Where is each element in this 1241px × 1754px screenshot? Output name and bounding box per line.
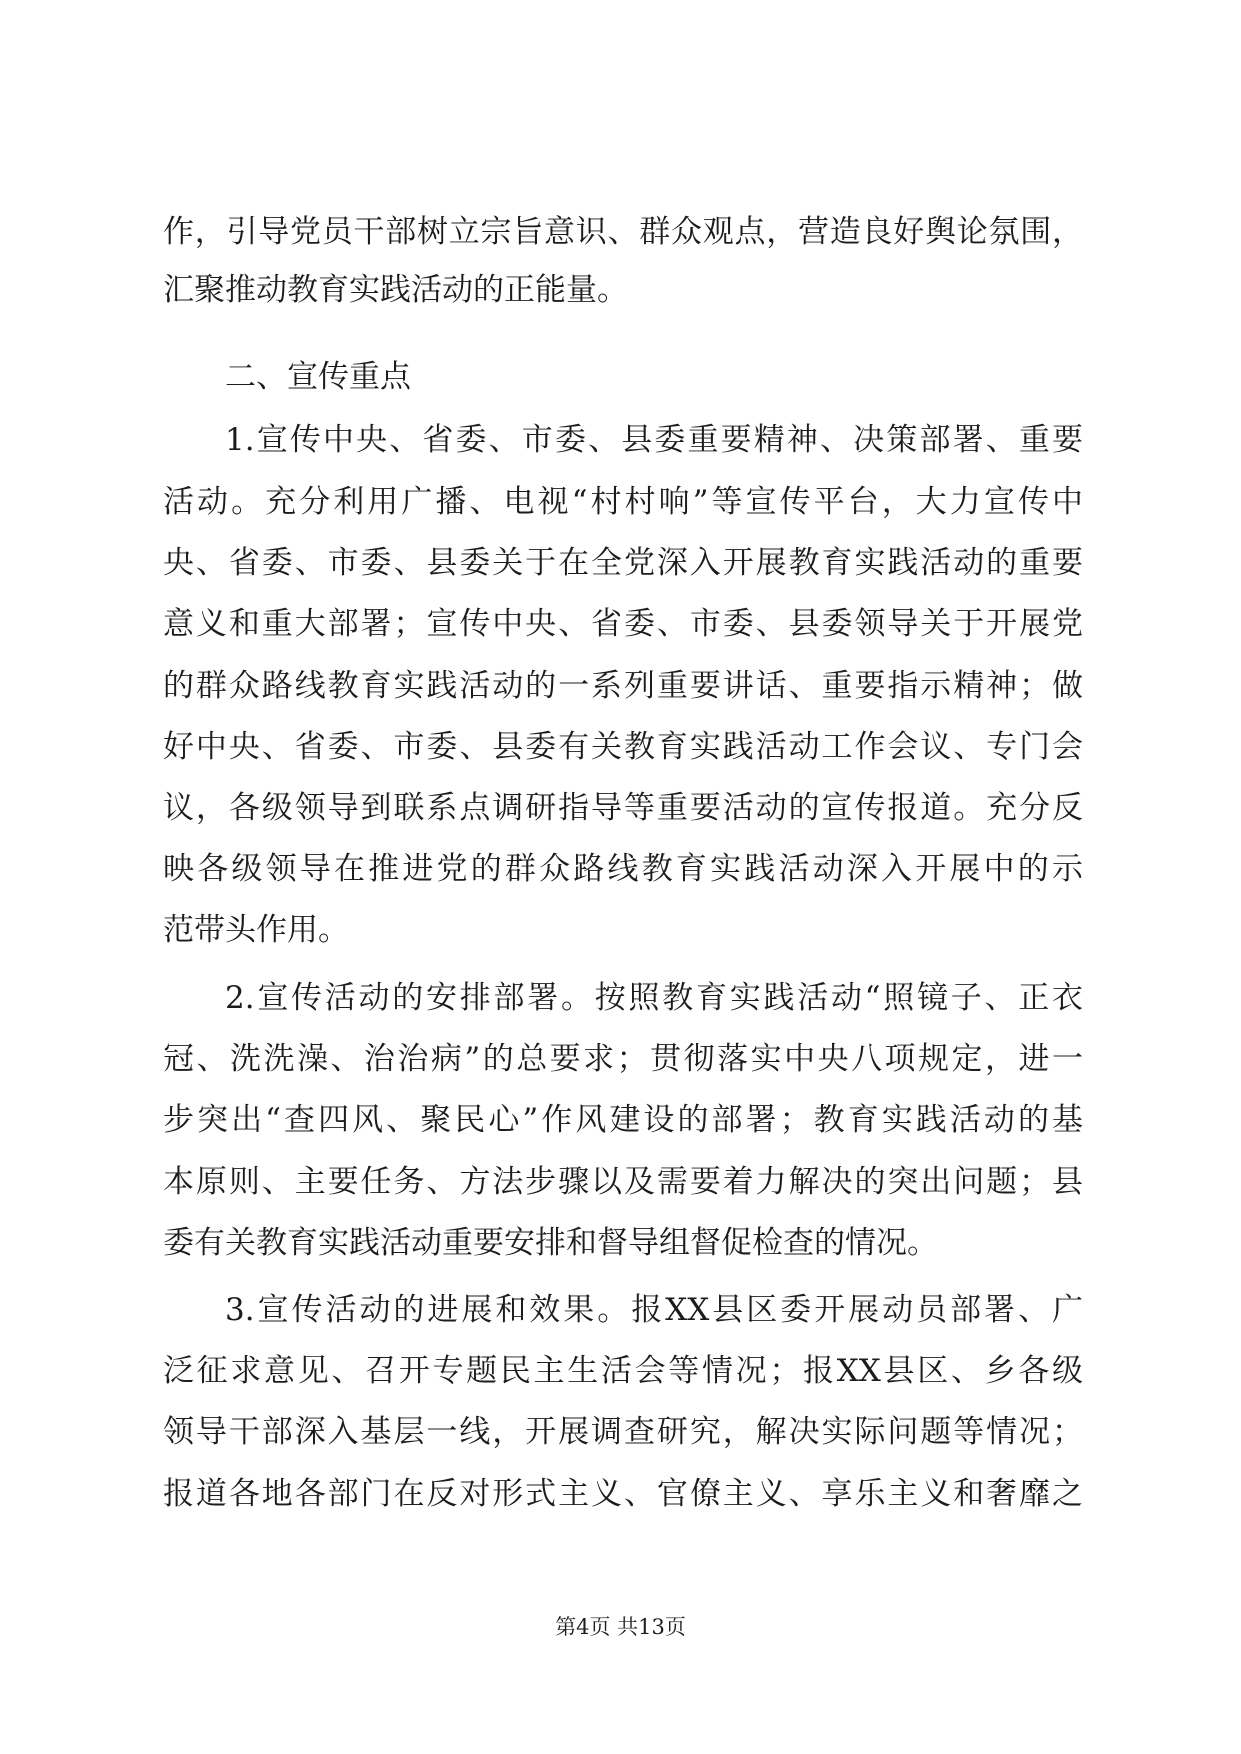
paragraph-1-line-7: 议，各级领导到联系点调研指导等重要活动的宣传报道。充分反 [163, 790, 1083, 826]
paragraph-1-line-2: 活动。充分利用广播、电视“村村响”等宣传平台，大力宣传中 [163, 484, 1083, 520]
paragraph-1-line-8: 映各级领导在推进党的群众路线教育实践活动深入开展中的示 [163, 851, 1083, 887]
paragraph-2-line-4: 本原则、主要任务、方法步骤以及需要着力解决的突出问题；县 [163, 1164, 1083, 1200]
paragraph-1-line-6: 好中央、省委、市委、县委有关教育实践活动工作会议、专门会 [163, 729, 1083, 765]
paragraph-1-line-9: 范带头作用。 [163, 912, 349, 948]
body-line-2: 汇聚推动教育实践活动的正能量。 [163, 272, 628, 308]
paragraph-2-line-5: 委有关教育实践活动重要安排和督导组督促检查的情况。 [163, 1225, 938, 1261]
paragraph-1-line-5: 的群众路线教育实践活动的一系列重要讲话、重要指示精神；做 [163, 668, 1083, 704]
section-heading: 二、宣传重点 [225, 359, 411, 395]
paragraph-2-line-2: 冠、洗洗澡、治治病”的总要求；贯彻落实中央八项规定，进一 [163, 1041, 1083, 1077]
paragraph-3-line-1: 3.宣传活动的进展和效果。报XX县区委开展动员部署、广 [225, 1292, 1083, 1328]
body-line-1: 作，引导党员干部树立宗旨意识、群众观点，营造良好舆论氛围， [163, 214, 1083, 250]
paragraph-3-line-3: 领导干部深入基层一线，开展调查研究，解决实际问题等情况； [163, 1414, 1083, 1450]
paragraph-2-line-1: 2.宣传活动的安排部署。按照教育实践活动“照镜子、正衣 [225, 980, 1083, 1016]
paragraph-1-line-3: 央、省委、市委、县委关于在全党深入开展教育实践活动的重要 [163, 545, 1083, 581]
paragraph-2-line-3: 步突出“查四风、聚民心”作风建设的部署；教育实践活动的基 [163, 1102, 1083, 1138]
paragraph-1-line-4: 意义和重大部署；宣传中央、省委、市委、县委领导关于开展党 [163, 606, 1083, 642]
paragraph-3-line-4: 报道各地各部门在反对形式主义、官僚主义、享乐主义和奢靡之 [163, 1476, 1083, 1512]
paragraph-1-line-1: 1.宣传中央、省委、市委、县委重要精神、决策部署、重要 [225, 422, 1083, 458]
paragraph-3-line-2: 泛征求意见、召开专题民主生活会等情况；报XX县区、乡各级 [163, 1353, 1083, 1389]
page-number-footer: 第4页 共13页 [555, 1615, 686, 1639]
